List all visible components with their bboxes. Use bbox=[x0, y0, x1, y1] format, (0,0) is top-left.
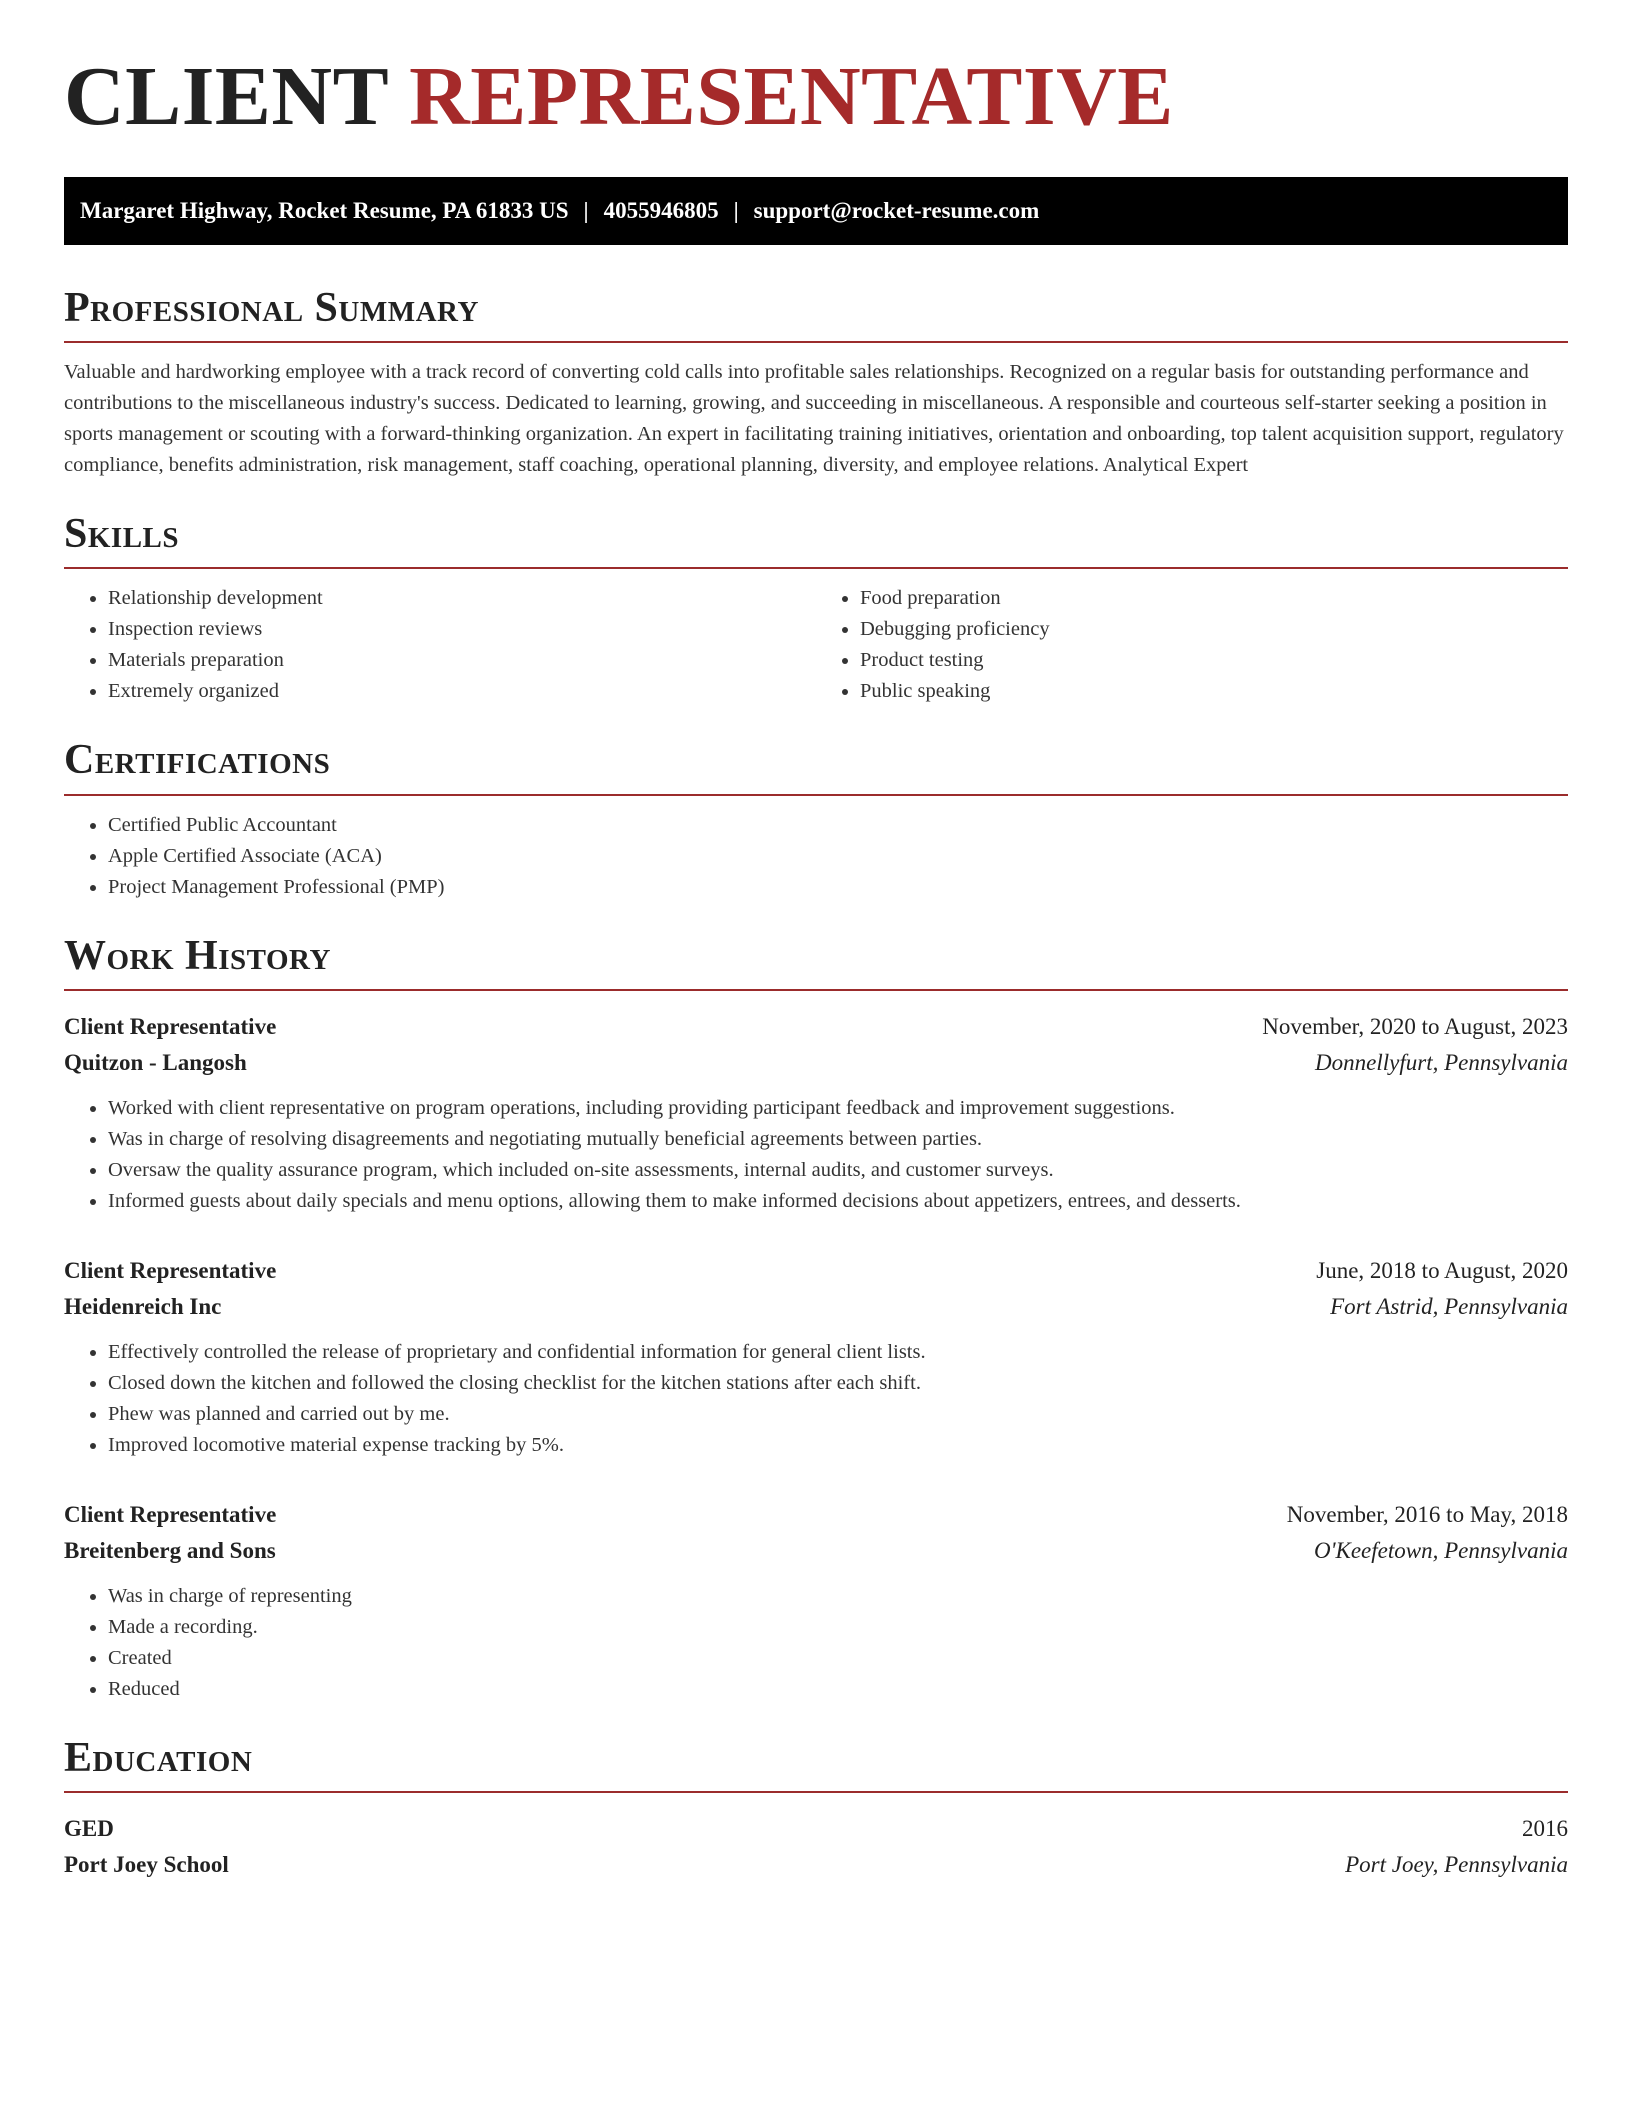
section-divider bbox=[64, 794, 1568, 796]
skill-item: • Inspection reviews bbox=[108, 614, 816, 645]
job-header-row bbox=[64, 1253, 1568, 1289]
job-company: Breitenberg and Sons bbox=[64, 1537, 276, 1563]
job-bullet: • Reduced bbox=[108, 1674, 1568, 1705]
education-degree: GED bbox=[64, 1815, 114, 1841]
summary-text: Valuable and hardworking employee with a track record of converting cold calls into profitable sales relationships. Recognized on a regular basis for outstanding performance and contributions to the miscellaneous industry's success. Dedicated to learning, growing, and succeeding in miscellaneous. A responsible and courteous self-starter seeking a position in sports management or scouting with a forward-thinking organization. An expert in facilitating training initiatives, orientation and onboarding, top talent acquisition support, regulatory compliance, benefits administration, risk management, staff coaching, operational planning, diversity, and employee relations. Analytical Expert bbox=[64, 361, 1564, 477]
skill-item: • Food preparation bbox=[860, 583, 1568, 614]
certifications-section bbox=[64, 737, 1568, 902]
certifications-heading: Certifications bbox=[64, 737, 331, 784]
job-bullet: • Effectively controlled the release of proprietary and confidential information for general client lists. bbox=[108, 1337, 1568, 1368]
education-heading: Education bbox=[64, 1734, 253, 1781]
contact-email: support@rocket-resume.com bbox=[753, 198, 1040, 223]
skill-item: • Debugging proficiency bbox=[860, 614, 1568, 645]
skill-item: • Materials preparation bbox=[108, 645, 816, 676]
certification-item: • Project Management Professional (PMP) bbox=[108, 872, 1568, 903]
job-header-row bbox=[64, 1009, 1568, 1045]
certifications-list bbox=[64, 810, 1568, 903]
skill-item: • Product testing bbox=[860, 645, 1568, 676]
name-first: CLIENT bbox=[64, 50, 388, 143]
skills-list-left bbox=[64, 583, 816, 707]
skills-heading: Skills bbox=[64, 511, 180, 558]
resume-name-heading bbox=[64, 50, 1568, 143]
job-company: Quitzon - Langosh bbox=[64, 1049, 247, 1075]
job-bullets bbox=[64, 1093, 1568, 1217]
job-bullet: • Informed guests about daily specials and menu options, allowing them to make informed decisions about appetizers, entrees, and desserts. bbox=[108, 1186, 1568, 1217]
job-bullet: • Was in charge of representing bbox=[108, 1581, 1568, 1612]
job-location: Donnellyfurt, Pennsylvania bbox=[1315, 1049, 1568, 1075]
job-entry bbox=[64, 1253, 1568, 1461]
job-bullet: • Improved locomotive material expense tracking by 5%. bbox=[108, 1430, 1568, 1461]
section-divider bbox=[64, 1791, 1568, 1793]
section-divider bbox=[64, 989, 1568, 991]
job-bullets bbox=[64, 1581, 1568, 1705]
skill-item: • Extremely organized bbox=[108, 676, 816, 707]
education-entry bbox=[64, 1811, 1568, 1883]
education-school-row bbox=[64, 1847, 1568, 1883]
job-role: Client Representative bbox=[64, 1013, 277, 1039]
job-company-row bbox=[64, 1045, 1568, 1081]
education-school: Port Joey School bbox=[64, 1851, 229, 1877]
certification-item: • Apple Certified Associate (ACA) bbox=[108, 841, 1568, 872]
job-entry bbox=[64, 1009, 1568, 1217]
contact-address: Margaret Highway, Rocket Resume, PA 61833 US bbox=[80, 198, 569, 223]
skills-list-right bbox=[816, 583, 1568, 707]
job-bullets bbox=[64, 1337, 1568, 1461]
section-divider bbox=[64, 341, 1568, 343]
contact-phone: 4055946805 bbox=[603, 198, 719, 223]
job-dates: June, 2018 to August, 2020 bbox=[1316, 1257, 1568, 1283]
summary-heading: Professional Summary bbox=[64, 285, 479, 331]
name-last: REPRESENTATIVE bbox=[409, 50, 1174, 143]
contact-bar bbox=[64, 177, 1568, 245]
job-bullet: • Created bbox=[108, 1643, 1568, 1674]
job-company-row bbox=[64, 1533, 1568, 1569]
job-header-row bbox=[64, 1497, 1568, 1533]
job-role: Client Representative bbox=[64, 1501, 277, 1527]
job-company: Heidenreich Inc bbox=[64, 1293, 222, 1319]
job-bullet: • Worked with client representative on program operations, including providing participant feedback and improvement suggestions. bbox=[108, 1093, 1568, 1124]
job-entry bbox=[64, 1497, 1568, 1705]
education-year: 2016 bbox=[1522, 1815, 1568, 1841]
job-role: Client Representative bbox=[64, 1257, 277, 1283]
work-history-heading: Work History bbox=[64, 932, 331, 979]
job-bullet: • Oversaw the quality assurance program, which included on-site assessments, internal audits, and customer surveys. bbox=[108, 1155, 1568, 1186]
skill-item: • Public speaking bbox=[860, 676, 1568, 707]
education-location: Port Joey, Pennsylvania bbox=[1345, 1851, 1568, 1877]
skills-section bbox=[64, 511, 1568, 707]
work-history-section bbox=[64, 933, 1568, 1705]
job-bullet: • Was in charge of resolving disagreements and negotiating mutually beneficial agreements between parties. bbox=[108, 1124, 1568, 1155]
certification-item: • Certified Public Accountant bbox=[108, 810, 1568, 841]
summary-section bbox=[64, 285, 1568, 481]
skills-grid bbox=[64, 569, 1568, 707]
job-location: Fort Astrid, Pennsylvania bbox=[1330, 1293, 1568, 1319]
job-dates: November, 2016 to May, 2018 bbox=[1286, 1501, 1568, 1527]
job-bullet: • Closed down the kitchen and followed the closing checklist for the kitchen stations after each shift. bbox=[108, 1368, 1568, 1399]
job-dates: November, 2020 to August, 2023 bbox=[1262, 1013, 1568, 1039]
contact-separator: | bbox=[583, 198, 589, 223]
job-company-row bbox=[64, 1289, 1568, 1325]
job-location: O'Keefetown, Pennsylvania bbox=[1313, 1537, 1568, 1563]
contact-separator: | bbox=[733, 198, 739, 223]
job-bullet: • Made a recording. bbox=[108, 1612, 1568, 1643]
education-header-row bbox=[64, 1811, 1568, 1847]
skill-item: • Relationship development bbox=[108, 583, 816, 614]
education-section bbox=[64, 1735, 1568, 1883]
job-bullet: • Phew was planned and carried out by me. bbox=[108, 1399, 1568, 1430]
